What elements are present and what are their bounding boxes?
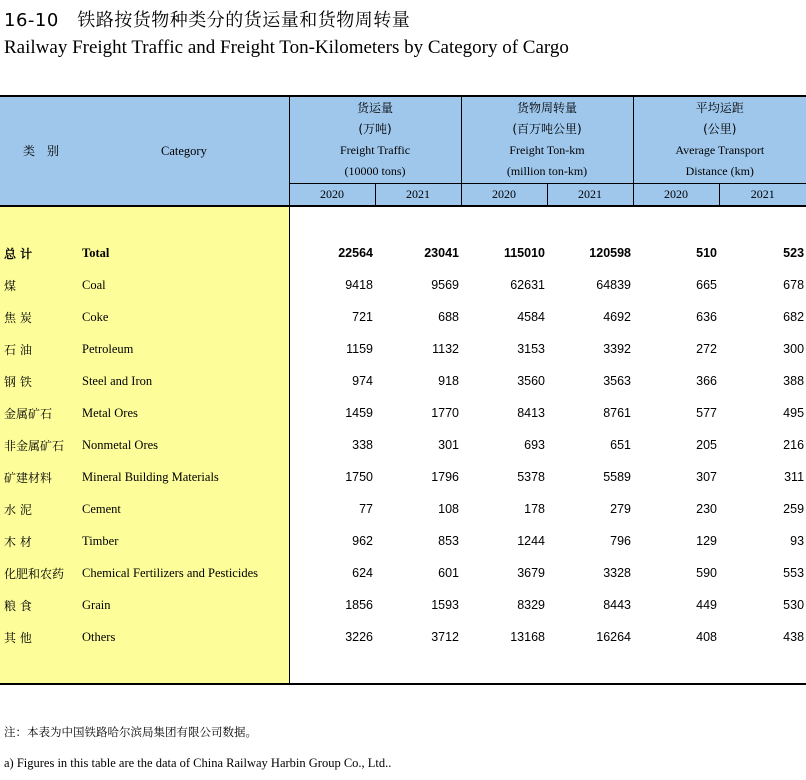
row-category-en: Metal Ores <box>82 397 289 429</box>
row-category-cn: 化肥和农药 <box>0 557 82 589</box>
row-category-en: Chemical Fertilizers and Pesticides <box>82 557 289 589</box>
header-category-en: Category <box>82 96 289 206</box>
table-row <box>0 397 806 429</box>
row-value: 3392 <box>603 342 632 356</box>
row-value: 590 <box>696 566 718 580</box>
row-value: 3563 <box>603 374 632 388</box>
row-value: 13168 <box>510 630 545 644</box>
row-value: 530 <box>783 598 805 612</box>
row-value: 366 <box>696 374 718 388</box>
row-value: 23041 <box>424 246 459 260</box>
row-value: 1750 <box>345 470 373 484</box>
group-unit-cn: (百万吨公里) <box>512 122 582 136</box>
table-row <box>0 589 806 621</box>
header-group-ton-km <box>461 96 633 184</box>
row-category-cn: 总 计 <box>0 237 82 269</box>
row-value: 853 <box>438 534 459 548</box>
row-value: 5378 <box>517 470 545 484</box>
row-value: 311 <box>784 470 805 484</box>
row-value: 279 <box>610 502 632 516</box>
group-title-cn: 货物周转量 <box>517 101 578 115</box>
row-value: 9418 <box>345 278 373 292</box>
row-value: 678 <box>783 278 805 292</box>
row-category-en: Others <box>82 621 289 653</box>
table-body <box>0 237 806 653</box>
row-value: 651 <box>610 438 632 452</box>
row-value: 1244 <box>517 534 545 548</box>
row-value: 577 <box>696 406 718 420</box>
row-value: 178 <box>524 502 545 516</box>
row-value: 338 <box>352 438 373 452</box>
row-value: 9569 <box>431 278 459 292</box>
year-header: 2021 <box>719 184 806 207</box>
row-value: 3226 <box>345 630 373 644</box>
row-value: 510 <box>696 246 718 260</box>
row-value: 77 <box>359 502 373 516</box>
row-value: 523 <box>783 246 805 260</box>
row-category-en: Cement <box>82 493 289 525</box>
row-value: 129 <box>696 534 718 548</box>
footnote-english: a) Figures in this table are the data of China Railway Harbin Group Co., Ltd.. <box>4 756 392 770</box>
row-value: 693 <box>524 438 545 452</box>
table-row <box>0 461 806 493</box>
row-value: 16264 <box>596 630 632 644</box>
group-unit-en: (million ton-km) <box>506 164 588 178</box>
year-header: 2021 <box>547 184 633 207</box>
row-value: 682 <box>783 310 805 324</box>
row-value: 115010 <box>503 246 545 260</box>
table-row <box>0 237 806 269</box>
group-title-en: Freight Traffic <box>339 143 411 157</box>
row-value: 4692 <box>603 310 632 324</box>
year-header: 2020 <box>289 184 375 207</box>
row-category-en: Coal <box>82 269 289 301</box>
row-value: 8443 <box>603 598 632 612</box>
row-value: 5589 <box>603 470 632 484</box>
row-category-en: Total <box>82 237 289 269</box>
row-category-cn: 煤 <box>0 269 82 301</box>
group-unit-cn: (万吨) <box>358 122 392 136</box>
row-value: 3153 <box>517 342 545 356</box>
row-value: 259 <box>783 502 805 516</box>
table-row <box>0 269 806 301</box>
group-title-cn: 平均运距 <box>695 101 744 115</box>
row-category-en: Petroleum <box>82 333 289 365</box>
page-title-chinese: 16-10 铁路按货物种类分的货运量和货物周转量 <box>4 10 411 31</box>
header-row-groups <box>0 96 806 184</box>
row-value: 918 <box>438 374 459 388</box>
row-value: 62631 <box>510 278 545 292</box>
year-header: 2020 <box>633 184 719 207</box>
row-value: 1770 <box>431 406 459 420</box>
row-value: 64839 <box>596 278 632 292</box>
row-category-cn: 粮 食 <box>0 589 82 621</box>
header-group-freight-traffic <box>289 96 461 184</box>
row-value: 408 <box>696 630 718 644</box>
row-value: 438 <box>783 630 805 644</box>
row-value: 216 <box>783 438 805 452</box>
row-value: 8761 <box>603 406 632 420</box>
row-value: 688 <box>438 310 459 324</box>
row-value: 22564 <box>338 246 373 260</box>
row-value: 962 <box>352 534 373 548</box>
row-value: 300 <box>783 342 805 356</box>
row-category-cn: 木 材 <box>0 525 82 557</box>
row-category-cn: 非金属矿石 <box>0 429 82 461</box>
group-unit-cn: (公里) <box>703 122 737 136</box>
row-value: 8413 <box>517 406 545 420</box>
row-value: 3679 <box>517 566 545 580</box>
table-row <box>0 333 806 365</box>
row-category-en: Coke <box>82 301 289 333</box>
row-value: 1593 <box>431 598 459 612</box>
group-title-cn: 货运量 <box>356 101 393 115</box>
row-value: 93 <box>790 534 805 548</box>
group-unit-en: (10000 tons) <box>344 164 406 178</box>
table-row <box>0 365 806 397</box>
row-value: 721 <box>352 310 373 324</box>
row-category-cn: 矿建材料 <box>0 461 82 493</box>
row-category-en: Mineral Building Materials <box>82 461 289 493</box>
row-category-cn: 钢 铁 <box>0 365 82 397</box>
row-value: 974 <box>352 374 373 388</box>
group-title-en: Freight Ton-km <box>509 143 585 157</box>
table-row <box>0 557 806 589</box>
table-row <box>0 493 806 525</box>
row-value: 636 <box>696 310 718 324</box>
row-category-en: Steel and Iron <box>82 365 289 397</box>
year-header: 2021 <box>375 184 461 207</box>
row-category-cn: 水 泥 <box>0 493 82 525</box>
row-category-en: Timber <box>82 525 289 557</box>
row-value: 1132 <box>432 342 459 356</box>
spacer-row <box>0 653 806 684</box>
row-value: 1796 <box>431 470 459 484</box>
row-value: 624 <box>352 566 373 580</box>
row-category-cn: 金属矿石 <box>0 397 82 429</box>
row-value: 205 <box>696 438 718 452</box>
row-value: 4584 <box>517 310 545 324</box>
row-value: 3560 <box>517 374 545 388</box>
footnote-chinese: 注：本表为中国铁路哈尔滨局集团有限公司数据。 <box>4 725 257 739</box>
row-value: 120598 <box>589 246 632 260</box>
row-category-en: Grain <box>82 589 289 621</box>
table-row <box>0 301 806 333</box>
row-value: 495 <box>783 406 805 420</box>
row-value: 3712 <box>431 630 459 644</box>
spacer-row <box>0 206 806 237</box>
row-value: 665 <box>696 278 718 292</box>
row-value: 1459 <box>345 406 373 420</box>
row-value: 230 <box>696 502 718 516</box>
table-row <box>0 621 806 653</box>
row-value: 108 <box>438 502 459 516</box>
row-value: 301 <box>438 438 459 452</box>
row-value: 796 <box>610 534 632 548</box>
freight-table <box>0 95 806 685</box>
table-row <box>0 429 806 461</box>
row-category-en: Nonmetal Ores <box>82 429 289 461</box>
header-group-avg-distance <box>633 96 806 184</box>
row-value: 553 <box>783 566 805 580</box>
group-title-en: Average Transport <box>675 143 765 157</box>
year-header: 2020 <box>461 184 547 207</box>
row-category-cn: 焦 炭 <box>0 301 82 333</box>
row-value: 307 <box>696 470 718 484</box>
row-category-cn: 其 他 <box>0 621 82 653</box>
row-value: 3328 <box>603 566 632 580</box>
table-row <box>0 525 806 557</box>
row-value: 449 <box>696 598 718 612</box>
row-value: 272 <box>696 342 718 356</box>
row-value: 1856 <box>345 598 373 612</box>
row-value: 601 <box>438 566 459 580</box>
page-title-english: Railway Freight Traffic and Freight Ton-Kilometers by Category of Cargo <box>4 37 569 58</box>
row-value: 1159 <box>346 342 373 356</box>
header-category-cn: 类 别 <box>0 96 82 206</box>
row-value: 388 <box>783 374 805 388</box>
row-category-cn: 石 油 <box>0 333 82 365</box>
group-unit-en: Distance (km) <box>685 164 754 178</box>
row-value: 8329 <box>517 598 545 612</box>
